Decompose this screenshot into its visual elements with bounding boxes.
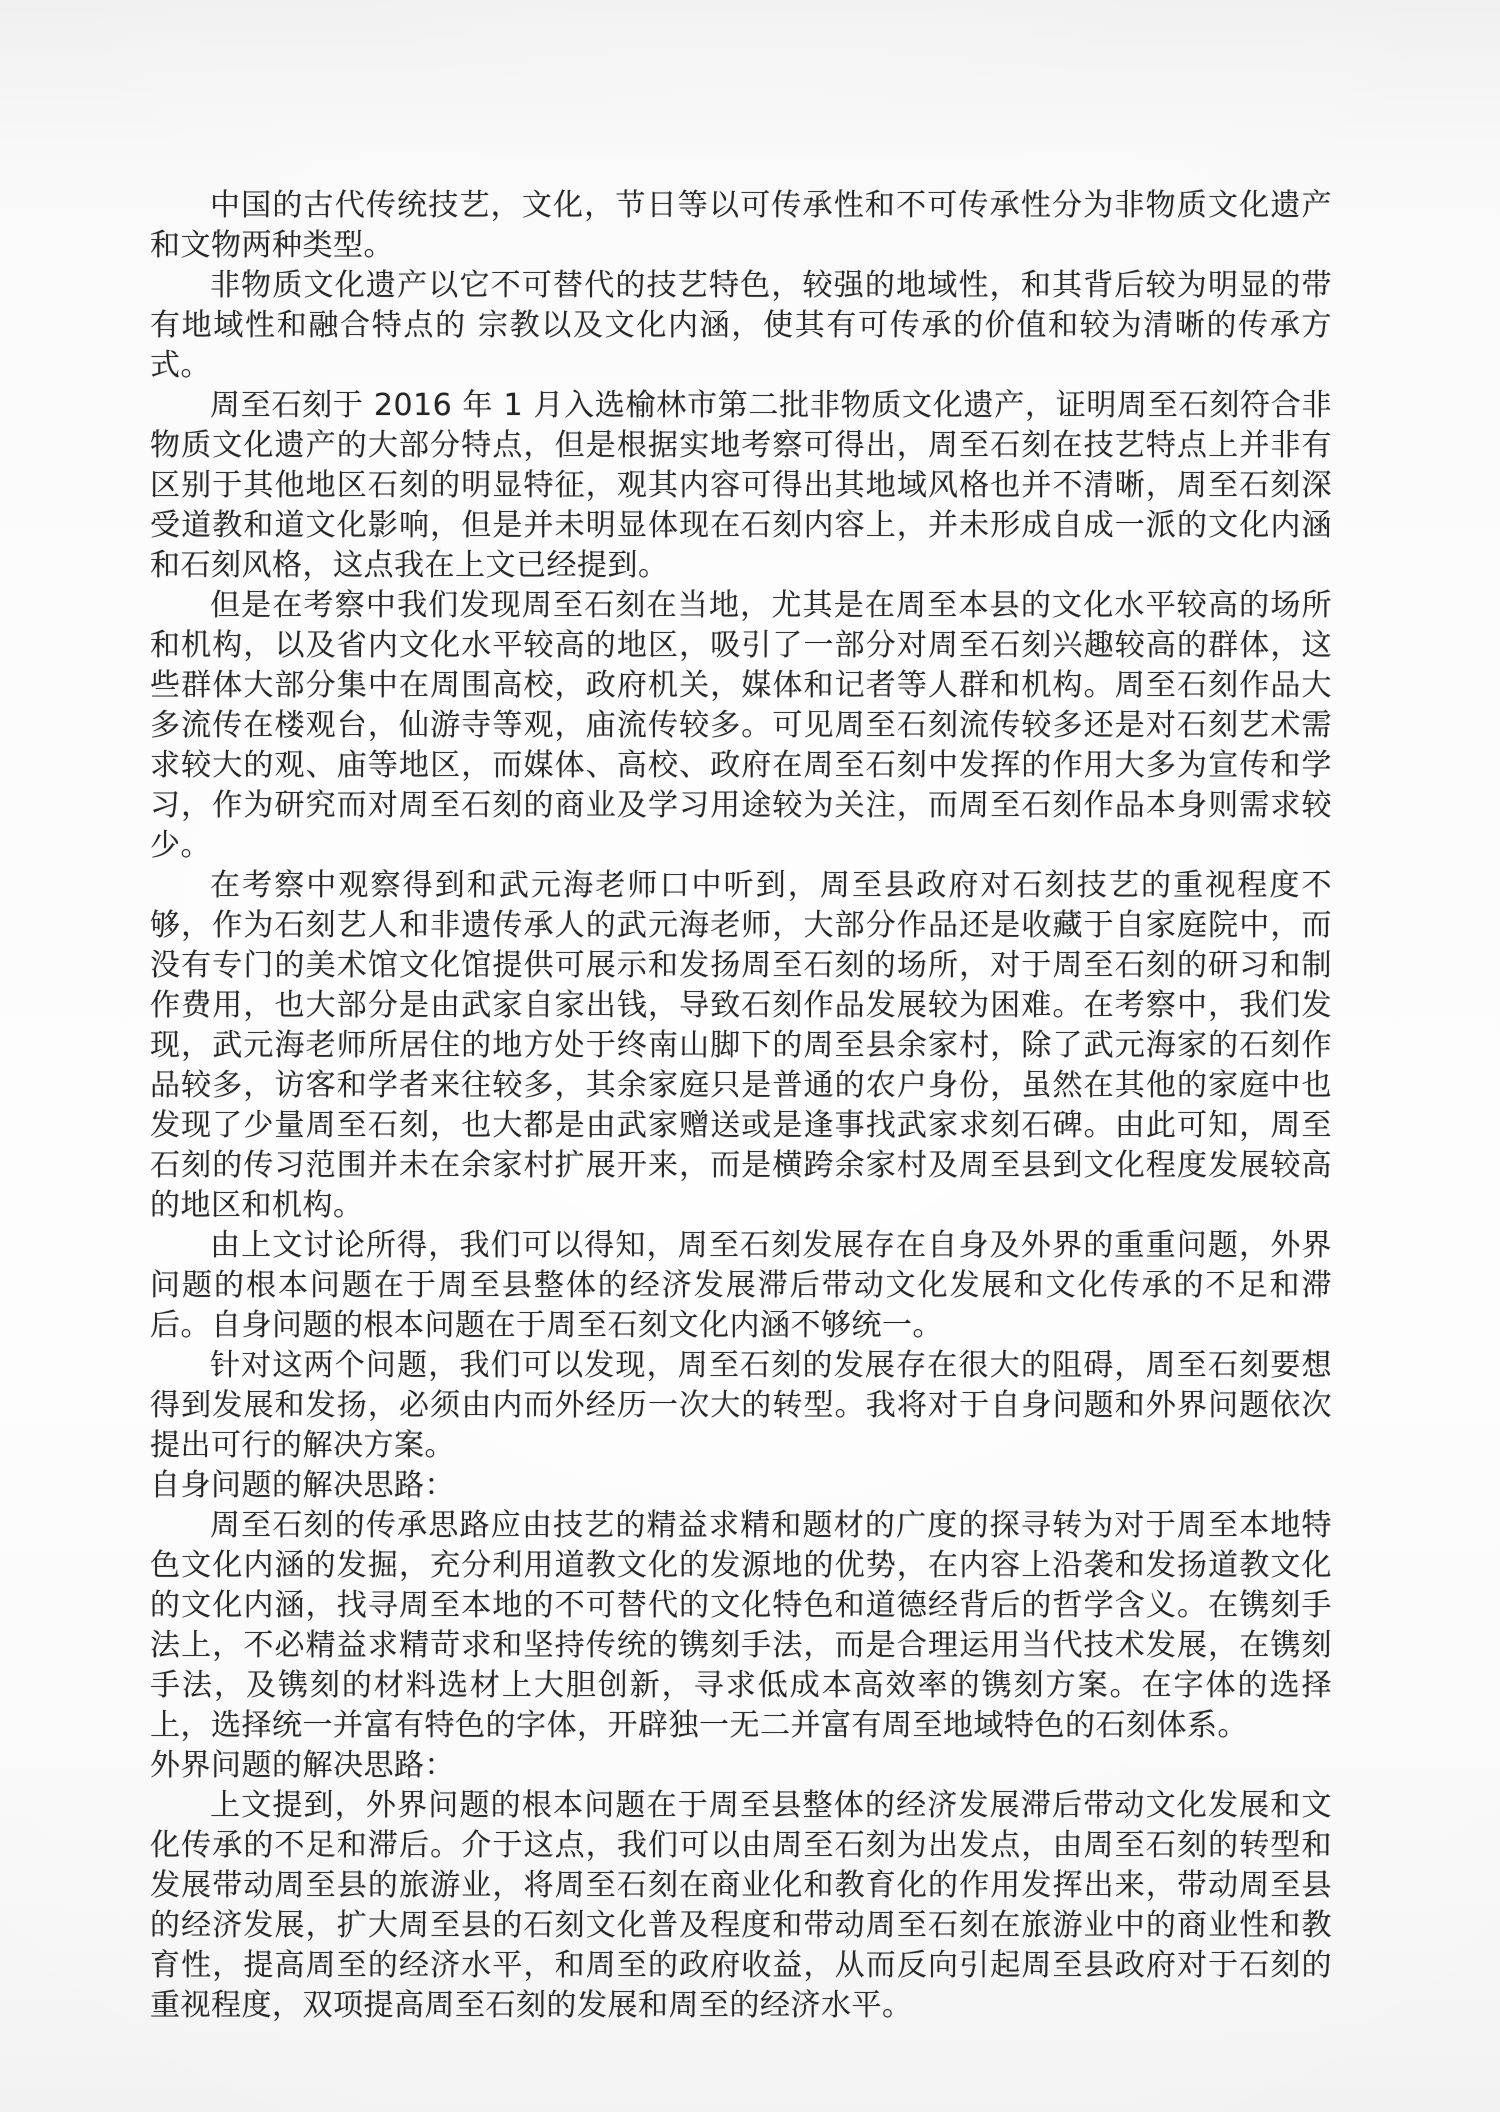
paragraph-external-solution-body: 上文提到，外界问题的根本问题在于周至县整体的经济发展滞后带动文化发展和文化传承的不足和滞后。介于这点，我们可以由周至石刻为出发点，由周至石刻的转型和发展带动周至县的旅游业，将周至石刻在商业化和教育化的作用发挥出来，带动周至县的经济发展，扩大周至县的石刻文化普及程度和带动周至石刻在旅游业中的商业性和教育性，提高周至的经济水平，和周至的政府收益，从而反向引起周至县政府对于石刻的重视程度，双项提高周至石刻的发展和周至的经济水平。	[150, 1788, 1332, 2023]
paragraph-wu-yuanhai: 在考察中观察得到和武元海老师口中听到，周至县政府对石刻技艺的重视程度不够，作为石刻艺人和非遗传承人的武元海老师，大部分作品还是收藏于自家庭院中，而没有专门的美术馆文化馆提供可展示和发扬周至石刻的场所，对于周至石刻的研习和制作费用，也大部分是由武家自家出钱，导致石刻作品发展较为困难。在考察中，我们发现，武元海老师所居住的地方处于终南山脚下的周至县余家村，除了武元海家的石刻作品较多，访客和学者来往较多，其余家庭只是普通的农户身份，虽然在其他的家庭中也发现了少量周至石刻，也大都是由武家赠送或是逢事找武家求刻石碑。由此可知，周至石刻的传习范围并未在余家村扩展开来，而是横跨余家村及周至县到文化程度发展较高的地区和机构。	[150, 868, 1332, 1223]
paragraph-internal-solution-body: 周至石刻的传承思路应由技艺的精益求精和题材的广度的探寻转为对于周至本地特色文化内涵的发掘，充分利用道教文化的发源地的优势，在内容上沿袭和发扬道教文化的文化内涵，找寻周至本地的不可替代的文化特色和道德经背后的哲学含义。在镌刻手法上，不必精益求精苛求和坚持传统的镌刻手法，而是合理运用当代技术发展，在镌刻手法，及镌刻的材料选材上大胆创新，寻求低成本高效率的镌刻方案。在字体的选择上，选择统一并富有特色的字体，开辟独一无二并富有周至地域特色的石刻体系。	[150, 1508, 1332, 1743]
heading-external-solutions: 外界问题的解决思路：	[150, 1748, 455, 1783]
heading-internal-solutions: 自身问题的解决思路：	[150, 1468, 455, 1503]
paragraph-problems-summary: 由上文讨论所得，我们可以得知，周至石刻发展存在自身及外界的重重问题，外界问题的根本问题在于周至县整体的经济发展滞后带动文化发展和文化传承的不足和滞后。自身问题的根本问题在于周至石刻文化内涵不够统一。	[150, 1228, 1332, 1343]
paragraph-intro-types: 中国的古代传统技艺，文化，节日等以可传承性和不可传承性分为非物质文化遗产和文物两种类型。	[150, 188, 1332, 263]
paragraph-transition: 针对这两个问题，我们可以发现，周至石刻的发展存在很大的阻碍，周至石刻要想得到发展和发扬，必须由内而外经历一次大的转型。我将对于自身问题和外界问题依次提出可行的解决方案。	[150, 1348, 1332, 1463]
paragraph-ich-definition: 非物质文化遗产以它不可替代的技艺特色，较强的地域性，和其背后较为明显的带有地域性和融合特点的 宗教以及文化内涵，使其有可传承的价值和较为清晰的传承方式。	[150, 268, 1332, 383]
paragraph-survey-findings: 但是在考察中我们发现周至石刻在当地，尤其是在周至本县的文化水平较高的场所和机构，以及省内文化水平较高的地区，吸引了一部分对周至石刻兴趣较高的群体，这些群体大部分集中在周围高校，政府机关，媒体和记者等人群和机构。周至石刻作品大多流传在楼观台，仙游寺等观，庙流传较多。可见周至石刻流传较多还是对石刻艺术需求较大的观、庙等地区，而媒体、高校、政府在周至石刻中发挥的作用大多为宣传和学习，作为研究而对周至石刻的商业及学习用途较为关注，而周至石刻作品本身则需求较少。	[150, 588, 1332, 863]
paragraph-zhouzhi-listing: 周至石刻于 2016 年 1 月入选榆林市第二批非物质文化遗产，证明周至石刻符合非物质文化遗产的大部分特点，但是根据实地考察可得出，周至石刻在技艺特点上并非有区别于其他地区石刻的明显特征，观其内容可得出其地域风格也并不清晰，周至石刻深受道教和道文化影响，但是并未明显体现在石刻内容上，并未形成自成一派的文化内涵和石刻风格，这点我在上文已经提到。	[150, 388, 1332, 583]
document-text-block	[150, 186, 1332, 2026]
